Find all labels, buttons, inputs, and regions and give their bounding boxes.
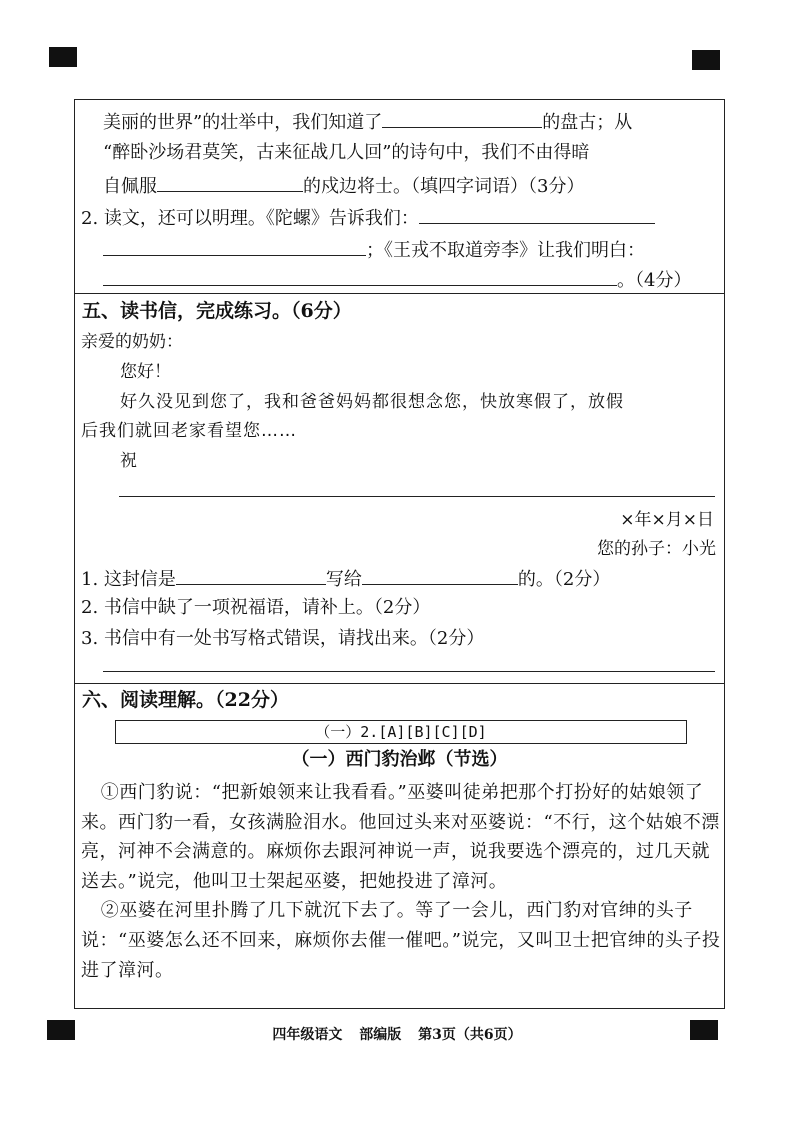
registration-mark-top-right bbox=[692, 50, 720, 70]
answer-blank-wangrong[interactable] bbox=[103, 269, 617, 286]
letter-q1-a: 1. 这封信是 bbox=[81, 569, 176, 590]
footer-page-number: 第3页（共6页） bbox=[418, 1027, 522, 1043]
answer-blank-tuoluo[interactable] bbox=[419, 207, 655, 224]
answer-blank-soldiers[interactable] bbox=[157, 175, 303, 192]
continued-line2: “醉卧沙场君莫笑，古来征战几人回”的诗句中，我们不由得暗 bbox=[103, 142, 590, 163]
letter-wish: 祝 bbox=[120, 451, 137, 471]
letter-q1-b: 写给 bbox=[325, 569, 362, 590]
letter-signature: 您的孙子：小光 bbox=[597, 539, 716, 559]
question-2-prompt: 2. 读文，还可以明理。《陀螺》告诉我们： bbox=[81, 208, 419, 229]
passage-paragraph-2: ②巫婆在河里扑腾了几下就沉下去了。等了一会儿，西门豹对官绅的头子说：“巫婆怎么还不回来，麻烦你去催一催吧。”说完，又叫卫士把官绅的头子投进了漳河。 bbox=[81, 900, 721, 981]
continued-line3-b: 的戍边将士。（填四字词语）（3分） bbox=[303, 176, 585, 197]
footer-subject: 四年级语文 bbox=[272, 1027, 343, 1043]
continued-line1-b: 的盘古；从 bbox=[542, 112, 633, 133]
question-2-end: 。（4分） bbox=[617, 270, 692, 291]
registration-mark-top-left bbox=[49, 47, 77, 67]
letter-greeting: 您好！ bbox=[120, 362, 171, 382]
exam-page-frame bbox=[74, 99, 725, 1009]
section-5-title: 五、读书信，完成练习。（6分） bbox=[82, 300, 352, 322]
answer-line-format-error[interactable] bbox=[103, 671, 715, 672]
continued-line1-a: 美丽的世界”的壮举中，我们知道了 bbox=[103, 112, 383, 133]
passage-title: （一）西门豹治邺（节选） bbox=[291, 749, 508, 770]
passage-body bbox=[81, 778, 721, 985]
answer-blank-tuoluo-cont[interactable] bbox=[103, 239, 366, 256]
footer-edition: 部编版 bbox=[359, 1027, 402, 1043]
answer-blank-recipient[interactable] bbox=[362, 568, 518, 585]
letter-date: ×年×月×日 bbox=[620, 510, 714, 530]
continued-line3-a: 自佩服 bbox=[103, 176, 157, 197]
letter-wish-blank[interactable] bbox=[119, 496, 715, 497]
letter-q1-c: 的。（2分） bbox=[517, 569, 611, 590]
passage-paragraph-1: ①西门豹说：“把新娘领来让我看看。”巫婆叫徒弟把那个打扮好的姑娘领了来。西门豹一看，女孩满脸泪水。他回过头来对巫婆说：“不行，这个姑娘不漂亮，河神不会满意的。麻烦你去跟河神说一声，说我要选个漂亮的，过几天就送去。”说完，他叫卫士架起巫婆，把她投进了漳河。 bbox=[81, 782, 720, 892]
letter-salutation: 亲爱的奶奶： bbox=[81, 332, 183, 352]
page-footer bbox=[0, 1024, 794, 1044]
letter-body-1: 好久没见到您了，我和爸爸妈妈都很想念您，快放寒假了，放假 bbox=[120, 392, 624, 412]
letter-body-2: 后我们就回老家看望您…… bbox=[81, 421, 297, 441]
answer-blank-writer[interactable] bbox=[176, 568, 326, 585]
section-letter bbox=[75, 293, 724, 678]
letter-q2: 2. 书信中缺了一项祝福语，请补上。（2分） bbox=[81, 597, 431, 618]
letter-q3: 3. 书信中有一处书写格式错误，请找出来。（2分） bbox=[81, 628, 485, 649]
answer-choice-box[interactable]: （一）2.[A][B][C][D] bbox=[115, 720, 687, 744]
section-6-title: 六、阅读理解。（22分） bbox=[82, 689, 289, 711]
answer-blank-pangu[interactable] bbox=[382, 111, 542, 128]
section-reading bbox=[75, 683, 724, 1011]
question-2-middle: ；《王戎不取道旁李》让我们明白： bbox=[366, 240, 645, 261]
